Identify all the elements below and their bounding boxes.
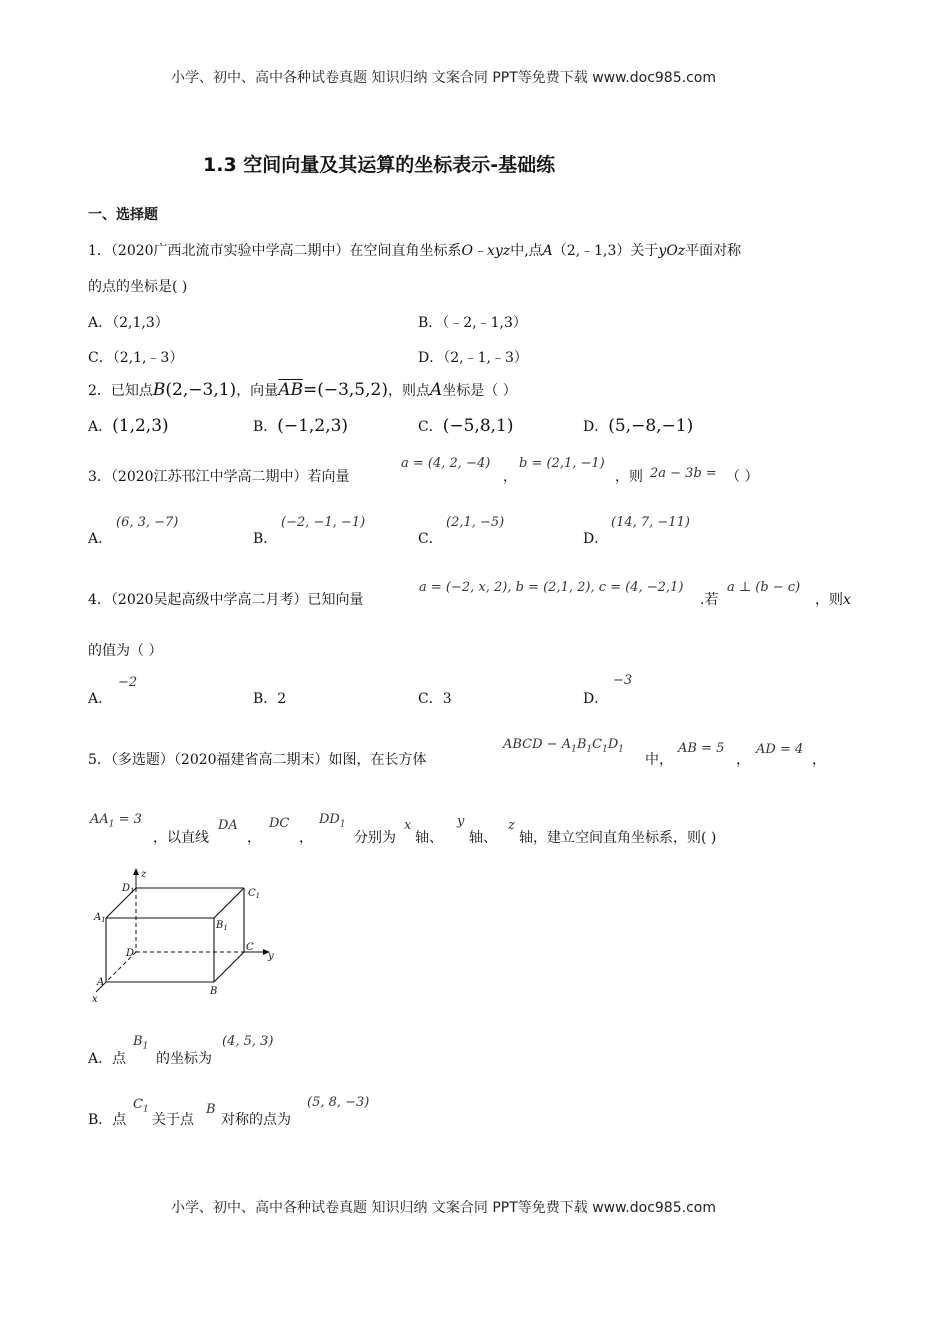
q3-sep: ， xyxy=(503,469,517,485)
section-heading: 一、选择题 xyxy=(88,207,158,223)
q3-option-a-value: (6, 3, −7) xyxy=(116,515,179,530)
q1-option-a[interactable]: A．（2,1,3） xyxy=(88,315,169,331)
q4-option-d-label[interactable]: D． xyxy=(583,691,609,707)
page-title: 1.3 空间向量及其运算的坐标表示-基础练 xyxy=(203,154,556,176)
q5-ab: AB = 5 xyxy=(678,741,725,756)
q5-zhou-y: 轴、 xyxy=(469,830,497,846)
q2-option-c[interactable]: C．(−5,8,1) xyxy=(418,416,514,436)
q3-expression: 2a − 3b = xyxy=(650,466,717,481)
q5-dc: DC xyxy=(269,816,290,831)
q4-condition: a ⊥ (b − c) xyxy=(727,580,801,595)
q4-option-d-value: −3 xyxy=(613,673,633,688)
q5-option-b-point: $C_1$ xyxy=(133,1097,149,1115)
q1-option-d[interactable]: D．（2,﹣1,﹣3） xyxy=(418,350,528,366)
q5-ad: AD = 4 xyxy=(756,742,804,757)
q5-option-b[interactable]: B．点 xyxy=(88,1112,127,1128)
q3-mid: ，则 xyxy=(615,469,643,485)
label-a1: $A_1$ xyxy=(94,912,106,924)
q5-option-a-point: $B_1$ xyxy=(133,1034,149,1052)
q4-option-b[interactable]: B．2 xyxy=(253,691,287,707)
label-a: A xyxy=(97,977,105,988)
q3-option-d-value: (14, 7, −11) xyxy=(611,515,690,530)
q1-option-b[interactable]: B．（﹣2,﹣1,3） xyxy=(418,315,527,331)
label-y: y xyxy=(268,951,274,962)
q5-da: DA xyxy=(218,818,238,833)
q5-dd: $DD_1$ xyxy=(319,812,346,830)
q5-line2-b: 分别为 xyxy=(354,830,396,846)
q5-option-b-value: (5, 8, −3) xyxy=(307,1095,370,1110)
q5-box-name: ABCD − $A_1B_1C_1D_1$ xyxy=(503,737,624,755)
q5-option-a[interactable]: A．点 xyxy=(88,1051,127,1067)
label-x: x xyxy=(92,994,98,1005)
label-z: z xyxy=(141,869,147,880)
q3-option-c-value: (2,1, −5) xyxy=(446,515,505,530)
label-d1: $D_1$ xyxy=(122,883,135,895)
label-b: B xyxy=(210,986,218,997)
q3-option-c-label[interactable]: C． xyxy=(418,531,443,547)
q5-line2-a: ，以直线 xyxy=(153,830,209,846)
q5-option-b-text2: 对称的点为 xyxy=(221,1112,291,1128)
q1-stem-line2: 的点的坐标是( ) xyxy=(88,279,188,295)
q5-zhou-z: 轴，建立空间直角坐标系，则( ) xyxy=(519,830,717,846)
q1-stem-line1: 1．（2020广西北流市实验中学高二期中）在空间直角坐标系O﹣xyz中,点A（2,﹣1,3）关于yOz平面对称 xyxy=(88,243,742,259)
label-d: D xyxy=(126,948,135,959)
q4-option-a-value: −2 xyxy=(118,675,138,690)
q5-comma2: ， xyxy=(812,752,826,768)
page-footer: 小学、初中、高中各种试卷真题 知识归纳 文案合同 PPT等免费下载 www.doc985.com xyxy=(171,1200,716,1216)
q3-vector-b: b = (2,1, −1) xyxy=(519,456,605,471)
q2-option-b[interactable]: B．(−1,2,3) xyxy=(253,416,349,436)
edge-c1b1 xyxy=(214,888,244,918)
q3-option-a-label[interactable]: A． xyxy=(88,531,113,547)
label-b1: $B_1$ xyxy=(216,920,228,932)
page-header: 小学、初中、高中各种试卷真题 知识归纳 文案合同 PPT等免费下载 www.doc985.com xyxy=(171,70,716,86)
q5-x-axis: x xyxy=(404,818,412,833)
z-arrow-icon xyxy=(133,868,139,875)
q3-stem: 3．（2020江苏邗江中学高二期中）若向量 xyxy=(88,469,350,485)
q5-zhong: 中， xyxy=(645,752,673,768)
q5-aa: $AA_1 = 3$ xyxy=(90,812,142,830)
q4-vectors: a = (−2, x, 2), b = (2,1, 2), c = (4, −2,1) xyxy=(419,580,684,595)
q5-comma3: ， xyxy=(247,830,261,846)
q1-option-c[interactable]: C．（2,1,﹣3） xyxy=(88,350,184,366)
q2-option-d[interactable]: D．(5,−8,−1) xyxy=(583,416,694,436)
q5-y-axis: y xyxy=(457,814,465,829)
q4-option-a-label[interactable]: A． xyxy=(88,691,113,707)
q2-option-a[interactable]: A．(1,2,3) xyxy=(88,416,169,436)
q5-option-a-text: 的坐标为 xyxy=(156,1051,212,1067)
q4-ruo: .若 xyxy=(700,592,719,608)
label-c1: $C_1$ xyxy=(248,888,261,900)
q5-comma1: ， xyxy=(736,752,750,768)
edge-cb xyxy=(214,952,244,982)
q5-z-axis: z xyxy=(508,818,515,833)
q5-comma4: ， xyxy=(299,830,313,846)
q5-option-a-value: (4, 5, 3) xyxy=(222,1034,274,1049)
cuboid-figure xyxy=(88,862,288,1012)
q3-option-b-label[interactable]: B． xyxy=(253,531,278,547)
q5-option-b-point2: B xyxy=(206,1102,216,1117)
q5-option-b-text1: 关于点 xyxy=(152,1112,194,1128)
label-c: C xyxy=(246,942,254,953)
q2-stem: 2．已知点B(2,−3,1)，向量$\overline{AB}=(-3,5,2)$，则点A坐标是（ ） xyxy=(88,380,517,400)
q5-zhou-x: 轴、 xyxy=(415,830,443,846)
q4-stem-pre: 4．（2020吴起高级中学高二月考）已知向量 xyxy=(88,592,364,608)
q3-option-d-label[interactable]: D． xyxy=(583,531,609,547)
q4-stem-line2: 的值为（ ） xyxy=(88,643,163,659)
q4-option-c[interactable]: C．3 xyxy=(418,691,452,707)
q5-stem-pre: 5．（多选题）（2020福建省高二期末）如图，在长方体 xyxy=(88,752,427,768)
q3-end: （ ） xyxy=(726,469,759,485)
q3-vector-a: a = (4, 2, −4) xyxy=(401,456,491,471)
q4-post: ，则x xyxy=(815,592,851,608)
q3-option-b-value: (−2, −1, −1) xyxy=(281,515,366,530)
